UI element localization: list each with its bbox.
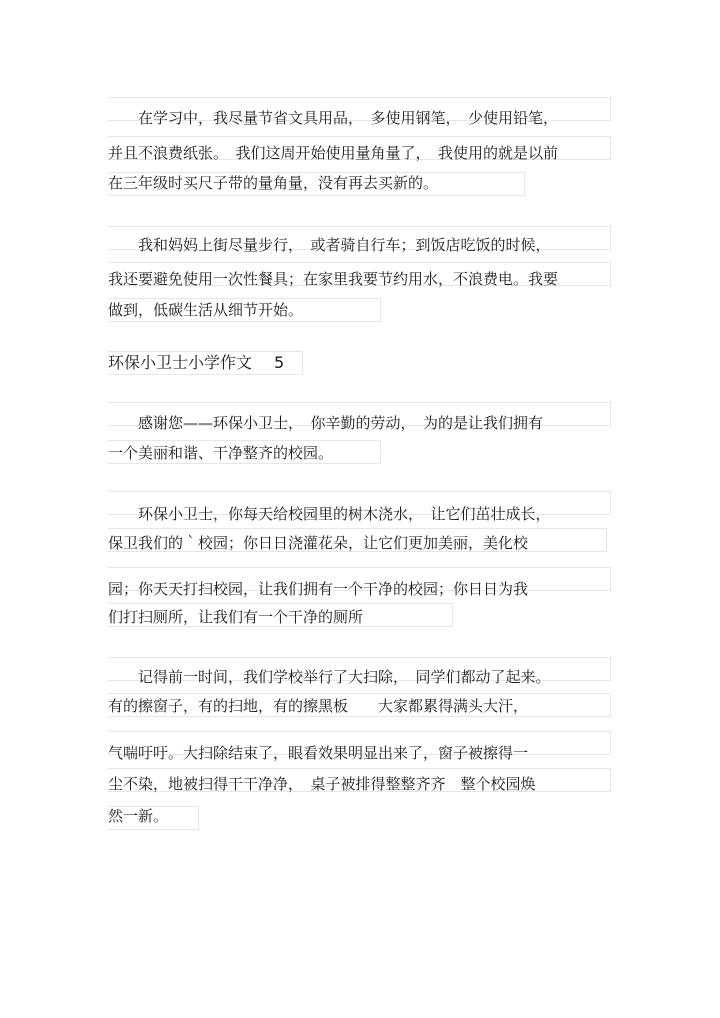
para1-line-3: 在三年级时买尺子带的量角量，没有再去买新的。 (108, 174, 439, 192)
para1-line-2: 并且不浪费纸张。 我们这周开始使用量角量了， 我使用的就是以前 (108, 144, 559, 162)
para4-line-1: 环保小卫士，你每天给校园里的树木浇水， 让它们茁壮成长， (108, 505, 551, 523)
essay-heading-number: 5 (274, 353, 285, 372)
essay-heading-title: 环保小卫士小学作文 (108, 353, 253, 372)
para2-line-1: 我和妈妈上街尽量步行， 或者骑自行车；到饭店吃饭的时候， (108, 236, 551, 254)
para5-line-4: 尘不染，地被扫得干干净净， 桌子被排得整整齐齐 整个校园焕 (108, 775, 536, 793)
para5-line-3: 气喘吁吁。大扫除结束了，眼看效果明显出来了，窗子被擦得一 (108, 744, 529, 762)
para5-line-5: 然一新。 (108, 807, 169, 825)
para4-line-3: 园；你天天打扫校园，让我们拥有一个干净的校园；你日日为我 (108, 580, 529, 598)
para1-line-1: 在学习中，我尽量节省文具用品， 多使用钢笔， 少使用铅笔， (108, 109, 559, 127)
para4-line-4: 们打扫厕所，让我们有一个干净的厕所 (108, 608, 364, 626)
para3-line-1: 感谢您——环保小卫士， 你辛勤的劳动， 为的是让我们拥有 (108, 414, 544, 432)
para2-line-3: 做到，低碳生活从细节开始。 (108, 301, 304, 319)
para3-line-2: 一个美丽和谐、干净整齐的校园。 (108, 444, 334, 462)
para5-line-2: 有的擦窗子，有的扫地，有的擦黑板 大家都累得满头大汗， (108, 697, 529, 715)
para2-line-2: 我还要避免使用一次性餐具；在家里我要节约用水，不浪费电。我要 (108, 270, 559, 288)
para5-line-1: 记得前一时间，我们学校举行了大扫除， 同学们都动了起来。 (108, 668, 551, 686)
para4-line-2: 保卫我们的｀校园；你日日浇灌花朵，让它们更加美丽，美化校 (108, 534, 529, 552)
essay-heading (108, 352, 284, 376)
